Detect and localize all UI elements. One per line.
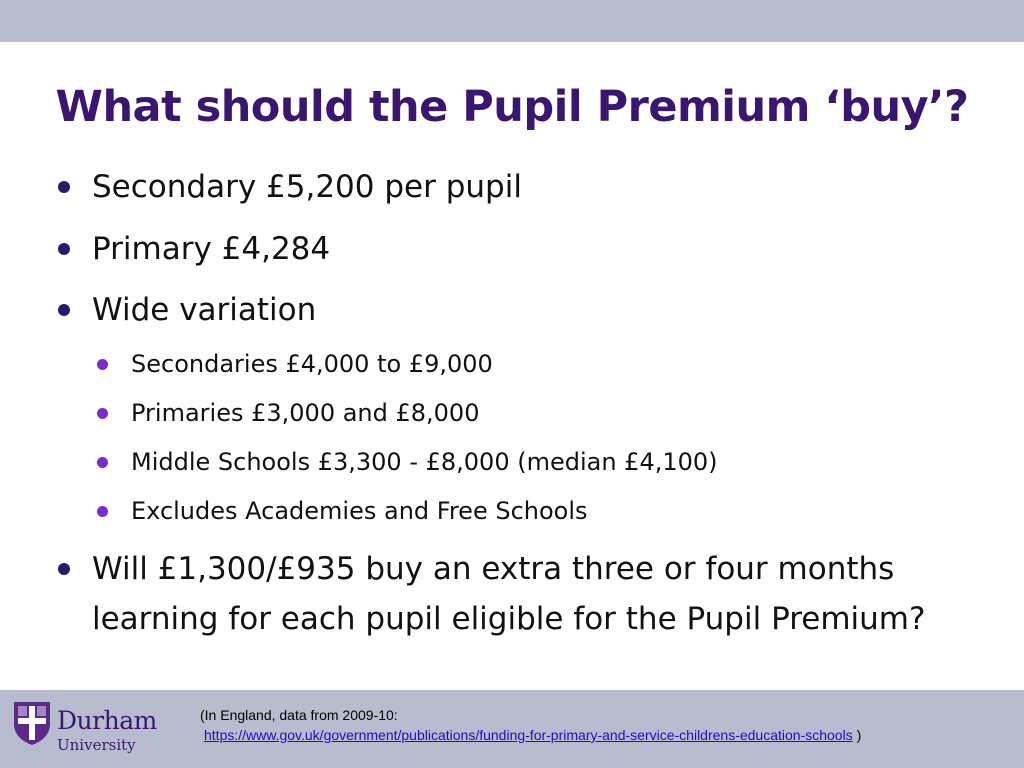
bullet-text: Primary £4,284 bbox=[92, 231, 331, 267]
shield-icon bbox=[12, 700, 52, 746]
sub-bullet-dot-icon bbox=[97, 506, 108, 517]
bullet-item bbox=[92, 162, 522, 212]
bullet-dot-icon bbox=[58, 181, 70, 193]
source-link-line bbox=[200, 725, 1020, 745]
slide-title: What should the Pupil Premium ‘buy’? bbox=[55, 82, 969, 132]
sub-bullet-dot-icon bbox=[97, 408, 108, 419]
bullet-dot-icon bbox=[58, 243, 70, 255]
bullet-text: Will £1,300/£935 buy an extra three or four months learning for each pupil eligible for the Pupil Premium? bbox=[92, 551, 926, 637]
sub-bullet-item bbox=[131, 494, 588, 528]
source-note bbox=[200, 705, 1020, 745]
sub-bullet-text: Primaries £3,000 and £8,000 bbox=[131, 399, 480, 427]
source-prefix: (In England, data from 2009-10: bbox=[200, 707, 398, 723]
bullet-text: Wide variation bbox=[92, 292, 317, 328]
logo-name: Durham bbox=[57, 706, 157, 735]
source-link[interactable]: https://www.gov.uk/government/publications/funding-for-primary-and-service-childrens-education-schools bbox=[204, 727, 853, 743]
sub-bullet-item bbox=[131, 396, 479, 430]
sub-bullet-dot-icon bbox=[97, 457, 108, 468]
logo-subtitle: University bbox=[57, 736, 136, 754]
sub-bullet-item bbox=[131, 445, 718, 479]
sub-bullet-dot-icon bbox=[97, 359, 108, 370]
bullet-dot-icon bbox=[58, 563, 70, 575]
bullet-item bbox=[92, 224, 330, 274]
sub-bullet-text: Excludes Academies and Free Schools bbox=[131, 497, 588, 525]
source-suffix: ) bbox=[856, 727, 862, 743]
durham-university-logo[interactable] bbox=[12, 700, 167, 762]
sub-bullet-text: Secondaries £4,000 to £9,000 bbox=[131, 350, 493, 378]
sub-bullet-item bbox=[131, 347, 493, 381]
bullet-dot-icon bbox=[58, 304, 70, 316]
bullet-text: Secondary £5,200 per pupil bbox=[92, 169, 522, 205]
bullet-item bbox=[92, 285, 316, 335]
sub-bullet-text: Middle Schools £3,300 - £8,000 (median £4,100) bbox=[131, 448, 718, 476]
bullet-item bbox=[92, 544, 1002, 644]
